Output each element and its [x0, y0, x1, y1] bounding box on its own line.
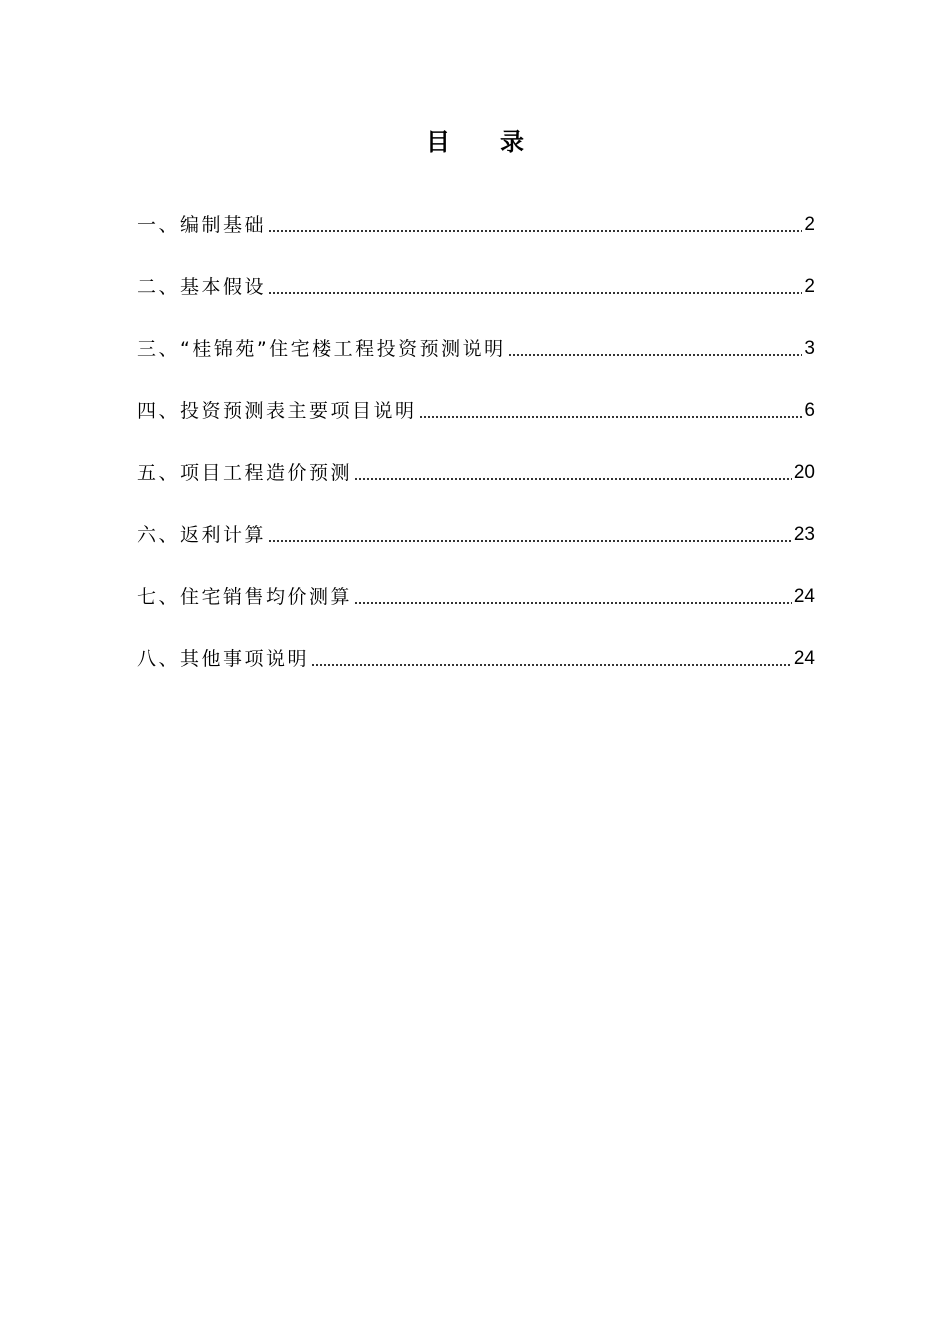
toc-entry-page: 24	[793, 648, 815, 669]
toc-dot-leader	[268, 540, 792, 542]
toc-entry[interactable]	[137, 514, 815, 576]
toc-entry-page: 20	[793, 462, 815, 483]
toc-title: 目录	[426, 128, 574, 157]
toc-dot-leader	[268, 230, 802, 232]
toc-entry-label: 四、投资预测表主要项目说明	[137, 400, 417, 422]
toc-dot-leader	[268, 292, 802, 294]
toc-entry[interactable]	[137, 328, 815, 390]
toc-entry[interactable]	[137, 452, 815, 514]
toc-entry[interactable]	[137, 390, 815, 452]
table-of-contents	[137, 204, 815, 700]
toc-dot-leader	[508, 354, 803, 356]
toc-entry-page: 2	[804, 214, 815, 235]
toc-entry-page: 23	[793, 524, 815, 545]
toc-entry-label: 六、返利计算	[137, 524, 267, 546]
toc-entry-label: 八、其他事项说明	[137, 648, 310, 670]
toc-entry[interactable]	[137, 266, 815, 328]
toc-entry[interactable]	[137, 204, 815, 266]
toc-entry-label: 五、项目工程造价预测	[137, 462, 353, 484]
toc-dot-leader	[419, 416, 803, 418]
toc-dot-leader	[354, 478, 792, 480]
toc-entry-page: 24	[793, 586, 815, 607]
toc-entry[interactable]	[137, 638, 815, 700]
toc-entry[interactable]	[137, 576, 815, 638]
toc-entry-page: 3	[804, 338, 815, 359]
toc-entry-page: 6	[804, 400, 815, 421]
toc-entry-label: 二、基本假设	[137, 276, 267, 298]
toc-entry-label: 七、住宅销售均价测算	[137, 586, 353, 608]
toc-dot-leader	[311, 664, 792, 666]
toc-entry-label: 一、编制基础	[137, 214, 267, 236]
toc-dot-leader	[354, 602, 792, 604]
toc-entry-page: 2	[804, 276, 815, 297]
toc-entry-label: 三、“桂锦苑”住宅楼工程投资预测说明	[137, 338, 506, 360]
